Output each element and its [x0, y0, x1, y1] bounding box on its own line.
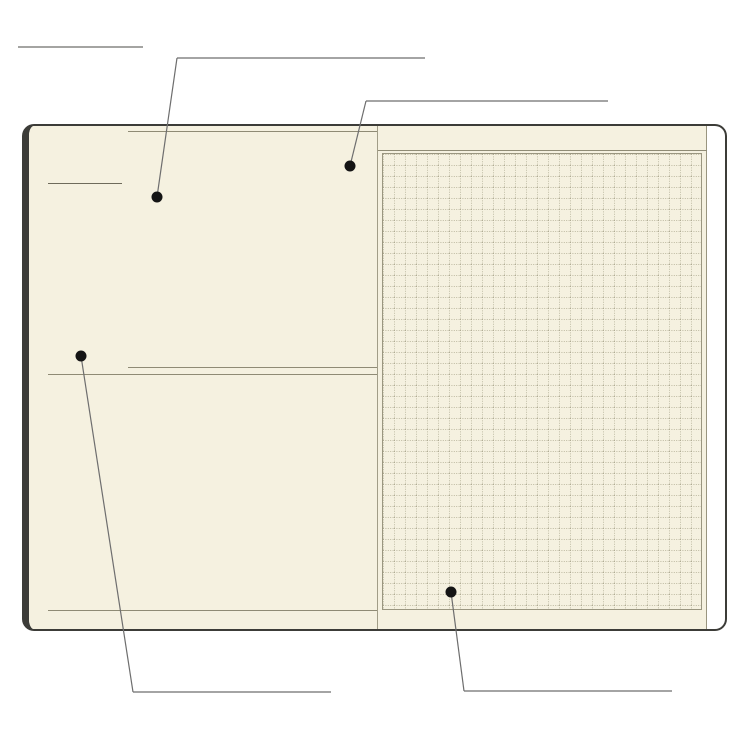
year-month-label: [50, 134, 57, 140]
week-top-block: [128, 131, 378, 368]
memo-grid: [382, 153, 702, 610]
planner-pages: [29, 126, 707, 629]
page-gutter: [377, 126, 378, 629]
week-bottom-block: [48, 374, 378, 611]
divider: [48, 183, 122, 184]
grid-pattern: [383, 154, 701, 609]
planner-notebook: [22, 124, 727, 631]
divider: [378, 150, 707, 151]
